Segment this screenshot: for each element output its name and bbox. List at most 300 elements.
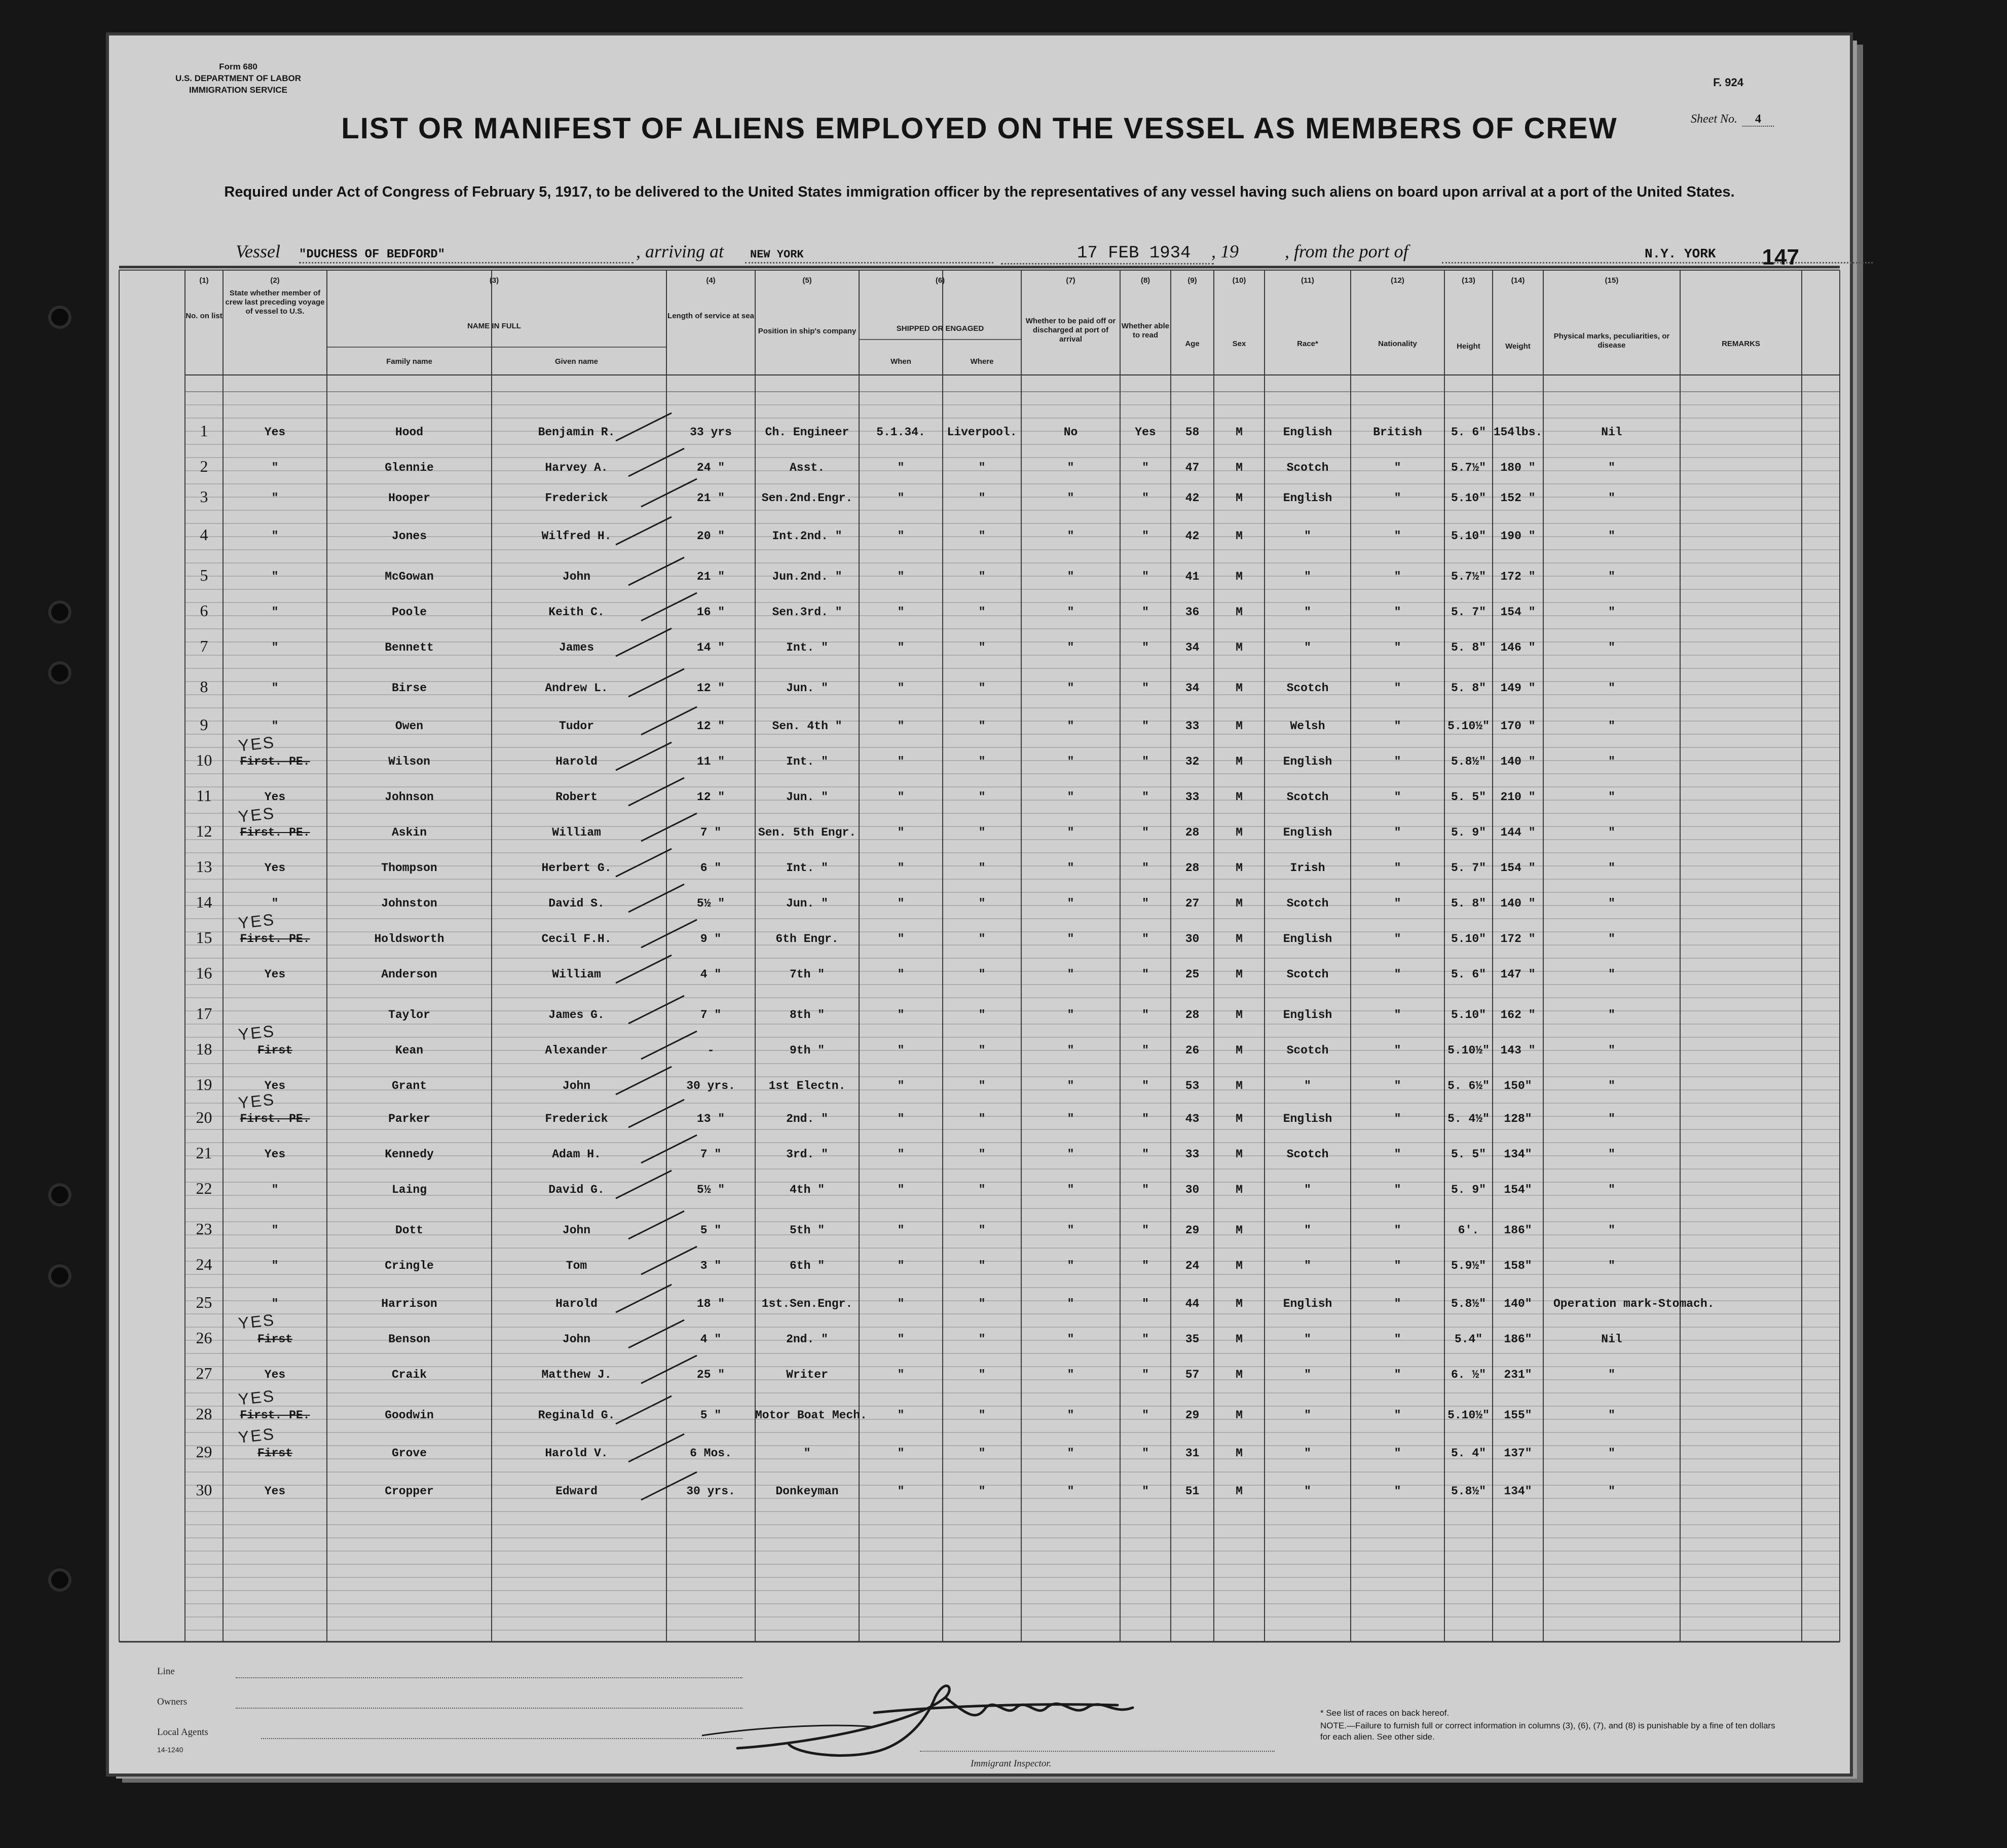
cell-state: Yes — [264, 426, 286, 439]
cell-position: 8th " — [789, 1008, 825, 1022]
cell-sex: M — [1236, 1333, 1243, 1346]
cell-no: 12 — [196, 822, 212, 840]
cell-marks: " — [1608, 755, 1615, 768]
cell-marks: " — [1608, 1044, 1615, 1057]
column-header: SHIPPED OR ENGAGED — [896, 324, 984, 333]
cell-height: 5.10½" — [1447, 1409, 1490, 1422]
cell-weight: 147 " — [1500, 968, 1536, 981]
cell-paid: " — [1067, 1297, 1074, 1310]
column-header: Physical marks, peculiarities, or disease — [1553, 332, 1670, 350]
cell-read: " — [1142, 720, 1149, 733]
cell-where: " — [978, 968, 986, 981]
cell-state: Yes — [264, 1148, 286, 1161]
cell-position: Sen. 5th Engr. — [758, 826, 857, 839]
cell-weight: 134" — [1504, 1148, 1532, 1161]
cell-where: " — [978, 897, 986, 910]
cell-where: " — [978, 1485, 986, 1498]
cell-marks: " — [1608, 861, 1615, 875]
check-mark — [641, 707, 697, 735]
cell-no: 7 — [200, 637, 208, 655]
handwritten-yes: YES — [237, 910, 276, 932]
check-mark — [628, 448, 684, 476]
cell-age: 24 — [1185, 1259, 1200, 1272]
check-mark — [641, 479, 697, 507]
cell-age: 30 — [1185, 932, 1200, 946]
cell-service: 6 " — [700, 861, 722, 875]
cell-nationality: " — [1394, 1183, 1401, 1196]
cell-race: Scotch — [1286, 1148, 1329, 1161]
cell-sex: M — [1236, 1485, 1243, 1498]
cell-given: Wilfred H. — [541, 530, 612, 543]
from-port-label: , from the port of — [1285, 241, 1408, 261]
cell-height: 6'. — [1458, 1224, 1479, 1237]
cell-when: " — [897, 530, 905, 543]
cell-family: Grant — [391, 1079, 427, 1092]
cell-weight: 162 " — [1500, 1008, 1536, 1022]
cell-height: 5.10½" — [1447, 1044, 1490, 1057]
cell-service: 12 " — [696, 682, 725, 695]
cell-family: Parker — [388, 1112, 430, 1125]
cell-sex: M — [1236, 1297, 1243, 1310]
cell-when: " — [897, 1224, 905, 1237]
cell-sex: M — [1236, 1447, 1243, 1460]
cell-race: " — [1304, 530, 1311, 543]
cell-marks: " — [1608, 1112, 1615, 1125]
column-header: (14) — [1511, 276, 1525, 285]
cell-service: 12 " — [696, 720, 725, 733]
cell-no: 23 — [196, 1220, 212, 1238]
cell-family: Glennie — [385, 461, 434, 474]
handwritten-yes: YES — [237, 1424, 276, 1447]
cell-paid: " — [1067, 530, 1074, 543]
column-header: (13) — [1462, 276, 1475, 285]
cell-given: Harold — [555, 1297, 598, 1310]
cell-where: " — [978, 1409, 986, 1422]
cell-race: Scotch — [1286, 968, 1329, 981]
cell-when: " — [897, 968, 905, 981]
cell-read: " — [1142, 897, 1149, 910]
cell-family: Bennett — [385, 641, 434, 654]
cell-nationality: " — [1394, 968, 1401, 981]
cell-position: Sen.2nd.Engr. — [761, 492, 853, 505]
column-header: Family name — [386, 357, 432, 366]
cell-sex: M — [1236, 1008, 1243, 1022]
handwritten-yes: YES — [237, 1090, 276, 1112]
cell-no: 16 — [196, 964, 212, 982]
cell-age: 29 — [1185, 1224, 1200, 1237]
cell-marks: " — [1608, 570, 1615, 583]
cell-race: English — [1283, 755, 1332, 768]
cell-when: " — [897, 1297, 905, 1310]
cell-read: " — [1142, 1485, 1149, 1498]
agents-label: Local Agents — [157, 1727, 208, 1738]
cell-weight: 154 " — [1500, 861, 1536, 875]
cell-family: Cringle — [385, 1259, 434, 1272]
cell-height: 5. 5" — [1451, 1148, 1486, 1161]
cell-no: 29 — [196, 1443, 212, 1461]
cell-when: " — [897, 1112, 905, 1125]
column-header: (9) — [1187, 276, 1197, 285]
cell-where: " — [978, 1224, 986, 1237]
cell-height: 5.4" — [1454, 1333, 1483, 1346]
cell-paid: " — [1067, 1447, 1074, 1460]
cell-weight: 144 " — [1500, 826, 1536, 839]
cell-sex: M — [1236, 426, 1243, 439]
cell-no: 18 — [196, 1040, 212, 1058]
cell-family: Thompson — [381, 861, 437, 875]
cell-nationality: " — [1394, 1079, 1401, 1092]
cell-race: English — [1283, 826, 1332, 839]
cell-race: " — [1304, 1183, 1311, 1196]
cell-no: 3 — [200, 487, 208, 506]
cell-race: " — [1304, 1259, 1311, 1272]
cell-position: 3rd. " — [786, 1148, 828, 1161]
cell-given: James — [559, 641, 594, 654]
binder-hole — [48, 661, 71, 685]
cell-marks: " — [1608, 530, 1615, 543]
cell-family: Kennedy — [385, 1148, 434, 1161]
cell-nationality: " — [1394, 720, 1401, 733]
cell-where: " — [978, 790, 986, 804]
column-header: Given name — [554, 357, 599, 366]
cell-paid: " — [1067, 755, 1074, 768]
arriving-port: NEW YORK — [750, 248, 804, 261]
cell-where: " — [978, 1297, 986, 1310]
binder-hole — [48, 1183, 71, 1206]
cell-given: William — [552, 968, 601, 981]
cell-paid: No — [1063, 426, 1078, 439]
form-number: Form 680 — [219, 62, 257, 71]
cell-weight: 140 " — [1500, 755, 1536, 768]
check-mark — [641, 593, 697, 621]
cell-given: Tom — [566, 1259, 587, 1272]
cell-service: 16 " — [696, 606, 725, 619]
column-header: Whether able to read — [1121, 322, 1170, 340]
cell-marks: " — [1608, 932, 1615, 946]
cell-when: 5.1.34. — [876, 426, 925, 439]
cell-race: English — [1283, 426, 1332, 439]
cell-when: " — [897, 1148, 905, 1161]
cell-nationality: " — [1394, 897, 1401, 910]
cell-age: 57 — [1185, 1368, 1200, 1381]
cell-position: Sen. 4th " — [772, 720, 842, 733]
cell-family: Craik — [391, 1368, 427, 1381]
cell-family: Benson — [388, 1333, 430, 1346]
column-header: (11) — [1301, 276, 1314, 285]
cell-given: Robert — [555, 790, 598, 804]
cell-position: 5th " — [789, 1224, 825, 1237]
check-mark — [616, 955, 672, 983]
penalty-note: NOTE.—Failure to furnish full or correct information in columns (3), (6), (7), and (8) is punishable by a fine of ten dollars for each alien. See other side. — [1320, 1721, 1775, 1742]
cell-race: Scotch — [1286, 1044, 1329, 1057]
sheet-label: Sheet No. — [1691, 112, 1737, 126]
cell-state: First. PE. — [240, 932, 310, 946]
cell-read: " — [1142, 1079, 1149, 1092]
cell-no: 28 — [196, 1405, 212, 1423]
cell-height: 5. 4" — [1451, 1447, 1486, 1460]
column-header: REMARKS — [1722, 340, 1760, 348]
cell-paid: " — [1067, 932, 1074, 946]
cell-race: Scotch — [1286, 682, 1329, 695]
cell-read: " — [1142, 492, 1149, 505]
cell-service: 11 " — [696, 755, 725, 768]
cell-nationality: " — [1394, 826, 1401, 839]
cell-marks: " — [1608, 968, 1615, 981]
cell-age: 53 — [1185, 1079, 1200, 1092]
cell-weight: 231" — [1504, 1368, 1532, 1381]
column-header: Whether to be paid off or discharged at port of arrival — [1025, 317, 1116, 344]
cell-age: 42 — [1185, 492, 1200, 505]
cell-service: 5½ " — [696, 1183, 725, 1196]
cell-paid: " — [1067, 606, 1074, 619]
cell-position: 2nd. " — [786, 1333, 828, 1346]
cell-where: " — [978, 1112, 986, 1125]
cell-age: 34 — [1185, 682, 1200, 695]
cell-age: 44 — [1185, 1297, 1200, 1310]
cell-height: 5. 6" — [1451, 426, 1486, 439]
cell-position: Int. " — [786, 641, 828, 654]
cell-read: " — [1142, 1368, 1149, 1381]
cell-no: 30 — [196, 1481, 212, 1499]
cell-sex: M — [1236, 1259, 1243, 1272]
cell-weight: 154" — [1504, 1183, 1532, 1196]
cell-sex: M — [1236, 570, 1243, 583]
cell-nationality: " — [1394, 1409, 1401, 1422]
cell-service: 24 " — [696, 461, 725, 474]
cell-height: 5. 6" — [1451, 968, 1486, 981]
cell-when: " — [897, 1044, 905, 1057]
column-header: Height — [1457, 342, 1480, 351]
cell-weight: 128" — [1504, 1112, 1532, 1125]
cell-when: " — [897, 1079, 905, 1092]
cell-read: " — [1142, 1008, 1149, 1022]
cell-where: " — [978, 530, 986, 543]
handwritten-yes: YES — [237, 804, 276, 826]
cell-service: 13 " — [696, 1112, 725, 1125]
cell-read: " — [1142, 826, 1149, 839]
cell-weight: 180 " — [1500, 461, 1536, 474]
cell-race: " — [1304, 606, 1311, 619]
cell-position: 6th Engr. — [775, 932, 839, 946]
cell-nationality: " — [1394, 861, 1401, 875]
service-name: IMMIGRATION SERVICE — [189, 85, 287, 95]
cell-family: Owen — [395, 720, 424, 733]
check-mark — [641, 1472, 697, 1500]
cell-age: 35 — [1185, 1333, 1200, 1346]
cell-given: Herbert G. — [541, 861, 612, 875]
cell-no: 17 — [196, 1004, 212, 1023]
cell-service: 18 " — [696, 1297, 725, 1310]
cell-family: Cropper — [385, 1485, 434, 1498]
cell-age: 33 — [1185, 1148, 1200, 1161]
cell-age: 30 — [1185, 1183, 1200, 1196]
cell-where: " — [978, 1148, 986, 1161]
cell-where: " — [978, 720, 986, 733]
inspector-label: Immigrant Inspector. — [971, 1758, 1052, 1769]
races-note: * See list of races on back hereof. — [1320, 1708, 1450, 1718]
cell-position: 6th " — [789, 1259, 825, 1272]
cell-nationality: " — [1394, 1297, 1401, 1310]
cell-weight: 158" — [1504, 1259, 1532, 1272]
cell-read: " — [1142, 1044, 1149, 1057]
check-mark — [616, 1285, 672, 1312]
cell-when: " — [897, 1333, 905, 1346]
cell-read: " — [1142, 1447, 1149, 1460]
cell-when: " — [897, 1447, 905, 1460]
cell-height: 5. 7" — [1451, 606, 1486, 619]
column-header: (7) — [1066, 276, 1075, 285]
cell-paid: " — [1067, 1368, 1074, 1381]
cell-service: 4 " — [700, 1333, 722, 1346]
cell-where: " — [978, 1008, 986, 1022]
cell-age: 41 — [1185, 570, 1200, 583]
cell-paid: " — [1067, 897, 1074, 910]
cell-family: Laing — [391, 1183, 427, 1196]
cell-state: First. PE. — [240, 1409, 310, 1422]
cell-nationality: " — [1394, 932, 1401, 946]
cell-race: " — [1304, 1368, 1311, 1381]
cell-marks: " — [1608, 492, 1615, 505]
cell-race: English — [1283, 1297, 1332, 1310]
cell-where: " — [978, 1447, 986, 1460]
cell-marks: " — [1608, 682, 1615, 695]
cell-family: Anderson — [381, 968, 437, 981]
cell-sex: M — [1236, 682, 1243, 695]
cell-paid: " — [1067, 968, 1074, 981]
cell-service: 5½ " — [696, 897, 725, 910]
cell-no: 20 — [196, 1108, 212, 1126]
cell-paid: " — [1067, 826, 1074, 839]
cell-read: " — [1142, 932, 1149, 946]
cell-read: " — [1142, 1224, 1149, 1237]
check-mark — [641, 1247, 697, 1274]
cell-where: Liverpool. — [947, 426, 1017, 439]
cell-read: " — [1142, 461, 1149, 474]
cell-service: 5 " — [700, 1224, 722, 1237]
cell-service: 7 " — [700, 1008, 722, 1022]
cell-when: " — [897, 790, 905, 804]
column-header: (8) — [1140, 276, 1150, 285]
cell-position: Jun. " — [786, 790, 828, 804]
cell-position: 2nd. " — [786, 1112, 828, 1125]
column-header: (5) — [802, 276, 812, 285]
cell-age: 47 — [1185, 461, 1200, 474]
cell-family: Jones — [391, 530, 427, 543]
cell-sex: M — [1236, 932, 1243, 946]
cell-given: Andrew L. — [545, 682, 608, 695]
cell-service: 21 " — [696, 492, 725, 505]
cell-race: " — [1304, 1409, 1311, 1422]
cell-when: " — [897, 641, 905, 654]
cell-paid: " — [1067, 461, 1074, 474]
cell-age: 43 — [1185, 1112, 1200, 1125]
cell-age: 36 — [1185, 606, 1200, 619]
cell-when: " — [897, 720, 905, 733]
cell-given: John — [562, 570, 591, 583]
cell-weight: 137" — [1504, 1447, 1532, 1460]
cell-given: James G. — [548, 1008, 605, 1022]
cell-given: William — [552, 826, 601, 839]
cell-nationality: " — [1394, 461, 1401, 474]
cell-given: John — [562, 1079, 591, 1092]
cell-age: 28 — [1185, 1008, 1200, 1022]
cell-marks: " — [1608, 1224, 1615, 1237]
cell-state: First — [257, 1447, 292, 1460]
cell-service: 7 " — [700, 1148, 722, 1161]
check-mark — [616, 849, 672, 877]
cell-given: Alexander — [545, 1044, 608, 1057]
column-header: (10) — [1232, 276, 1246, 285]
cell-nationality: " — [1394, 1224, 1401, 1237]
cell-family: Kean — [395, 1044, 424, 1057]
cell-sex: M — [1236, 641, 1243, 654]
cell-sex: M — [1236, 1112, 1243, 1125]
cell-paid: " — [1067, 641, 1074, 654]
binder-hole — [48, 1264, 71, 1288]
cell-family: Dott — [395, 1224, 424, 1237]
cell-read: " — [1142, 682, 1149, 695]
handwritten-yes: YES — [237, 1022, 276, 1044]
cell-age: 34 — [1185, 641, 1200, 654]
cell-family: Askin — [391, 826, 427, 839]
check-mark — [628, 884, 684, 912]
check-mark — [616, 1171, 672, 1198]
arriving-label: , arriving at — [636, 241, 724, 261]
cell-height: 5.8½" — [1451, 1485, 1486, 1498]
cell-race: English — [1283, 1112, 1332, 1125]
column-header: Sex — [1232, 340, 1246, 348]
cell-nationality: " — [1394, 1368, 1401, 1381]
cell-read: " — [1142, 755, 1149, 768]
cell-service: 6 Mos. — [690, 1447, 732, 1460]
cell-state: " — [271, 897, 279, 910]
cell-weight: 154lbs. — [1493, 426, 1543, 439]
cell-sex: M — [1236, 1409, 1243, 1422]
cell-family: McGowan — [385, 570, 434, 583]
cell-state: " — [271, 641, 279, 654]
cell-nationality: " — [1394, 641, 1401, 654]
cell-height: 5.10" — [1451, 932, 1486, 946]
form-code: 14-1240 — [157, 1746, 183, 1754]
cell-given: Benjamin R. — [538, 426, 615, 439]
check-mark — [641, 1135, 697, 1163]
cell-given: Harold V. — [545, 1447, 608, 1460]
cell-where: " — [978, 682, 986, 695]
cell-when: " — [897, 461, 905, 474]
cell-state: First. PE. — [240, 1112, 310, 1125]
cell-state: " — [271, 461, 279, 474]
cell-given: Keith C. — [548, 606, 605, 619]
cell-given: Cecil F.H. — [541, 932, 612, 946]
cell-nationality: " — [1394, 682, 1401, 695]
cell-service: 20 " — [696, 530, 725, 543]
cell-marks: " — [1608, 790, 1615, 804]
cell-family: Johnson — [385, 790, 434, 804]
cell-family: Holdsworth — [374, 932, 444, 946]
cell-when: " — [897, 1409, 905, 1422]
cell-no: 4 — [200, 525, 208, 544]
cell-sex: M — [1236, 790, 1243, 804]
cell-height: 5. 8" — [1451, 641, 1486, 654]
cell-marks: " — [1608, 1079, 1615, 1092]
cell-state: Yes — [264, 1485, 286, 1498]
cell-given: David S. — [548, 897, 605, 910]
cell-read: " — [1142, 570, 1149, 583]
corner-code: F. 924 — [1713, 76, 1743, 89]
cell-marks: " — [1608, 1368, 1615, 1381]
cell-no: 5 — [200, 566, 208, 584]
cell-given: Frederick — [545, 1112, 608, 1125]
